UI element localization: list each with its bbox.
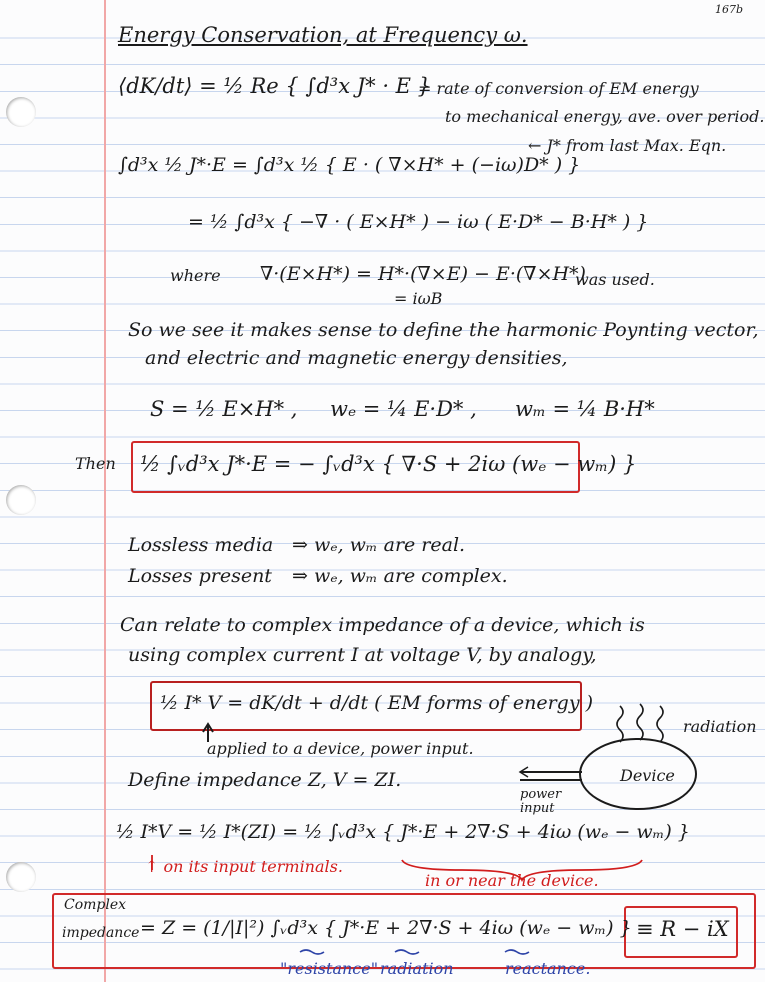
paragraph-line: using complex current I at voltage V, by analogy, (128, 644, 597, 666)
resistance-label: "resistance" (280, 959, 379, 978)
arrow-note: applied to a device, power input. (207, 739, 474, 758)
where-label: where (170, 266, 221, 285)
boxed-equation: ½ ∫ᵥd³x J*·E = − ∫ᵥd³x { ∇·S + 2iω (wₑ − wₘ) } (140, 452, 637, 476)
final-impedance-equation: = Z = (1/|I|²) ∫ᵥd³x { J*·E + 2∇·S + 4iω (wₑ − wₘ) } (140, 917, 632, 939)
equation-expansion: ∫d³x ½ J*·E = ∫d³x ½ { E · ( ∇×H* + (−iω)D* ) } (118, 154, 581, 176)
final-result: ≡ R − iX (636, 917, 729, 941)
radiation-wave (657, 706, 663, 742)
power-input-label: power input (520, 787, 562, 816)
reactance-label: reactance. (505, 959, 591, 978)
radiation-wave (637, 704, 643, 740)
blue-tilde (505, 950, 529, 954)
paragraph-line: So we see it makes sense to define the harmonic Poynting vector, (128, 319, 759, 341)
complex-label: impedance (62, 925, 140, 941)
lossless-result: ⇒ wₑ, wₘ are real. (292, 534, 466, 556)
equation-note: was used. (575, 270, 655, 289)
device-label: Device (620, 766, 675, 785)
equation-note: ← J* from last Max. Eqn. (528, 136, 727, 155)
define-impedance: Define impedance Z, V = ZI. (128, 769, 402, 791)
device-ellipse (580, 739, 696, 809)
complex-label: Complex (64, 897, 127, 913)
vector-identity: ∇·(E×H*) = H*·(∇×E) − E·(∇×H*) (260, 263, 586, 285)
near-device-note: in or near the device. (425, 871, 599, 890)
losses-result: ⇒ wₑ, wₘ are complex. (292, 565, 508, 587)
power-balance-equation: ½ I* V = dK/dt + d/dt ( EM forms of energy ) (160, 692, 594, 714)
radiation-label: radiation (683, 717, 757, 736)
poynting-definition: S = ½ E×H* , (150, 397, 298, 421)
paragraph-line: and electric and magnetic energy densities, (145, 347, 568, 369)
paragraph-line: Can relate to complex impedance of a device, which is (120, 614, 645, 636)
blue-tilde (395, 950, 419, 954)
equation-note: = rate of conversion of EM energy (418, 79, 699, 98)
lossless-label: Lossless media (128, 534, 274, 556)
losses-label: Losses present (128, 565, 272, 587)
then-label: Then (75, 454, 116, 473)
radiation-term-label: radiation (380, 959, 454, 978)
radiation-wave (617, 706, 623, 742)
electric-energy-definition: wₑ = ¼ E·D* , (330, 397, 477, 421)
impedance-equation: ½ I*V = ½ I*(ZI) = ½ ∫ᵥd³x { J*·E + 2∇·S + 4iω (wₑ − wₘ) } (116, 821, 690, 843)
blue-tilde (300, 950, 324, 954)
magnetic-energy-definition: wₘ = ¼ B·H* (515, 397, 655, 421)
page-number: 167b (715, 3, 744, 16)
equation-expansion: = ½ ∫d³x { −∇ · ( E×H* ) − iω ( E·D* − B·H* ) } (188, 211, 649, 233)
vector-identity-sub: = iωB (394, 289, 443, 308)
terminals-note: ↑ on its input terminals. (145, 857, 343, 876)
page-title: Energy Conservation, at Frequency ω. (118, 23, 528, 47)
red-brace (402, 860, 642, 880)
equation-power-average: ⟨dK/dt⟩ = ½ Re { ∫d³x J* · E } (118, 74, 432, 98)
equation-note: to mechanical energy, ave. over period. (445, 107, 765, 126)
